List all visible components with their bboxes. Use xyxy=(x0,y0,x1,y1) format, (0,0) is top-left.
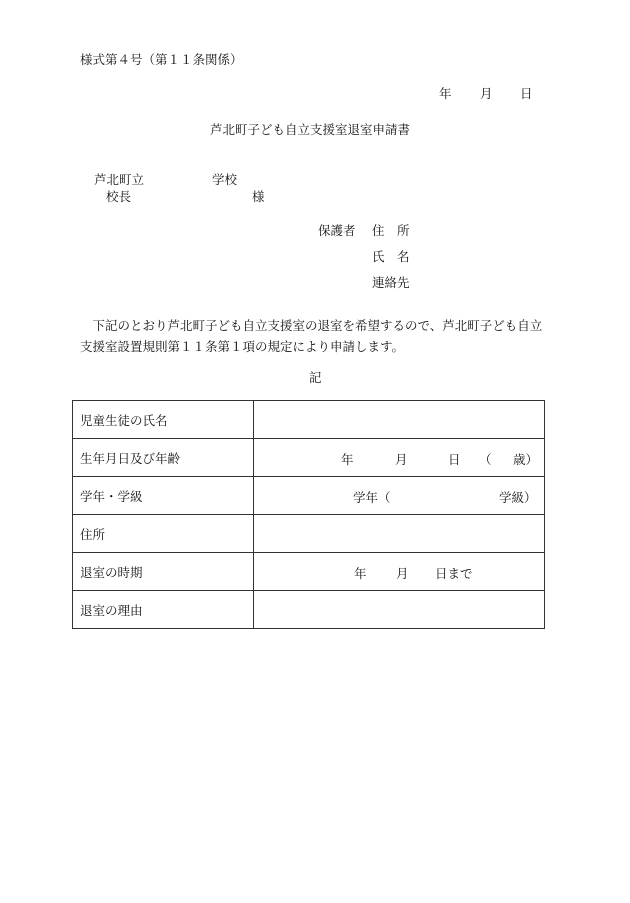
date-year-label: 年 xyxy=(439,86,452,101)
withdrawal-reason-field[interactable] xyxy=(254,591,545,629)
guardian-label: 保護者 xyxy=(318,223,356,238)
document-title: 芦北町子ども自立支援室退室申請書 xyxy=(210,122,411,137)
withdrawal-timing-label: 退室の時期 xyxy=(73,553,254,591)
withdrawal-until-unit: 日まで xyxy=(435,566,473,581)
addressee-honorific: 様 xyxy=(252,189,265,204)
birth-year-unit: 年 xyxy=(341,452,354,467)
form-number: 様式第４号（第１１条関係） xyxy=(80,52,243,67)
class-unit: 学級） xyxy=(499,490,537,505)
table-row-withdrawal-reason xyxy=(73,591,545,629)
withdrawal-reason-label: 退室の理由 xyxy=(73,591,254,629)
date-month-label: 月 xyxy=(480,86,493,101)
addressee-principal: 校長 xyxy=(106,189,132,204)
withdrawal-month-unit: 月 xyxy=(396,566,409,581)
birth-month-unit: 月 xyxy=(395,452,408,467)
grade-class-field[interactable] xyxy=(254,477,545,515)
addressee-town-school: 芦北町立 xyxy=(94,172,145,187)
grade-unit: 学年（ xyxy=(353,490,391,505)
address-field[interactable] xyxy=(254,515,545,553)
address-label: 住所 xyxy=(73,515,254,553)
birthdate-label: 生年月日及び年齢 xyxy=(73,439,254,477)
withdrawal-timing-field[interactable] xyxy=(254,553,545,591)
application-table xyxy=(72,400,545,629)
student-name-field[interactable] xyxy=(254,401,545,439)
table-row-address xyxy=(73,515,545,553)
date-day-label: 日 xyxy=(520,86,533,101)
ki-heading: 記 xyxy=(309,370,322,385)
grade-class-label: 学年・学級 xyxy=(73,477,254,515)
guardian-contact-label: 連絡先 xyxy=(372,275,410,290)
age-open-paren: （ xyxy=(479,452,492,467)
addressee-school-suffix: 学校 xyxy=(212,172,238,187)
table-row-grade-class xyxy=(73,477,545,515)
birth-day-unit: 日 xyxy=(448,452,461,467)
body-paragraph: 下記のとおり芦北町子ども自立支援室の退室を希望するので、芦北町子ども自立支援室設置規則第１１条第１項の規定により申請します。 xyxy=(80,318,543,354)
table-row-birthdate xyxy=(73,439,545,477)
guardian-address-label: 住 所 xyxy=(372,223,410,238)
withdrawal-year-unit: 年 xyxy=(354,566,367,581)
table-row-student-name xyxy=(73,401,545,439)
guardian-name-label: 氏 名 xyxy=(372,249,410,264)
age-unit: 歳） xyxy=(513,452,539,467)
birthdate-field[interactable] xyxy=(254,439,545,477)
table-row-withdrawal-timing xyxy=(73,553,545,591)
student-name-label: 児童生徒の氏名 xyxy=(73,401,254,439)
